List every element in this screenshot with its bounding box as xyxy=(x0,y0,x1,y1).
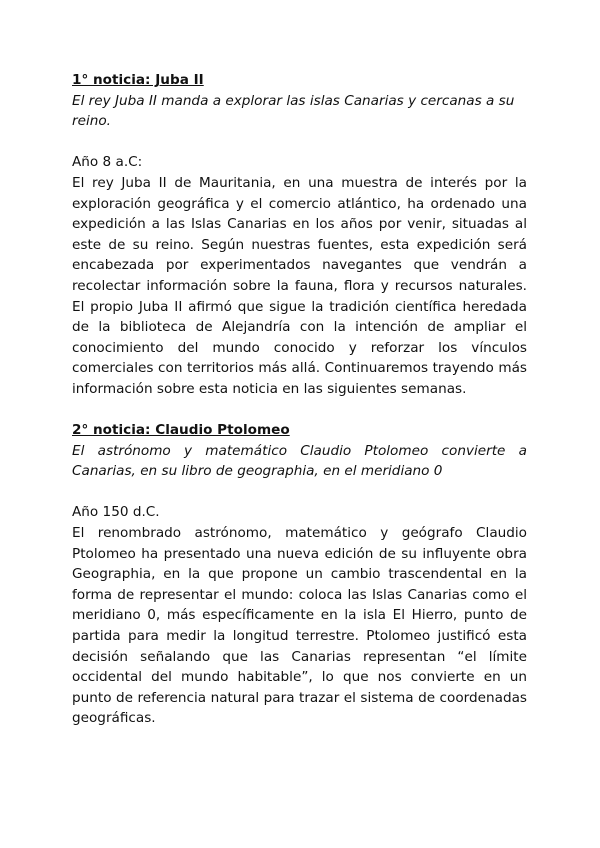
news-heading: 2° noticia: Claudio Ptolomeo xyxy=(72,422,290,439)
news-body: El rey Juba II de Mauritania, en una muestra de interés por la exploración geográfica y el comercio atlántico, ha ordenado una expedición a las Islas Canarias en los años por venir, situadas al este de su reino. Según nuestras fuentes, esta expedición será encabezada por experimentados navegantes que vendrán a recolectar información sobre la fauna, flora y recursos naturales. El propio Juba II afirmó que sigue la tradición científica heredada de la biblioteca de Alejandría con la intención de ampliar el conocimiento del mundo conocido y reforzar los vínculos comerciales con territorios más allá. Continuaremos trayendo más información sobre esta noticia en las siguientes semanas. xyxy=(72,174,527,397)
news-date: Año 8 a.C: xyxy=(72,154,143,171)
news-heading: 1° noticia: Juba II xyxy=(72,72,204,88)
news-subtitle: El astrónomo y matemático Claudio Ptolomeo convierte a Canarias, en su libro de geographia, en el meridiano 0 xyxy=(72,442,527,480)
news-date: Año 150 d.C. xyxy=(72,504,160,521)
news-body: El renombrado astrónomo, matemático y geógrafo Claudio Ptolomeo ha presentado una nueva edición de su influyente obra Geographia, en la que propone un cambio trascendental en la forma de representar el mundo: coloca las Islas Canarias como el meridiano 0, más específicamente en la isla El Hierro, punto de partida para medir la longitud terrestre. Ptolomeo justificó esta decisión señalando que las Canarias representan “el límite occidental del mundo habitable”, lo que nos convierte en un punto de referencia natural para trazar el sistema de coordenadas geográficas. xyxy=(72,525,527,727)
news-subtitle: El rey Juba II manda a explorar las islas Canarias y cercanas a su reino. xyxy=(72,92,515,130)
document-page xyxy=(72,70,527,729)
news-item-ptolomeo xyxy=(72,420,527,729)
news-item-juba xyxy=(72,70,527,400)
